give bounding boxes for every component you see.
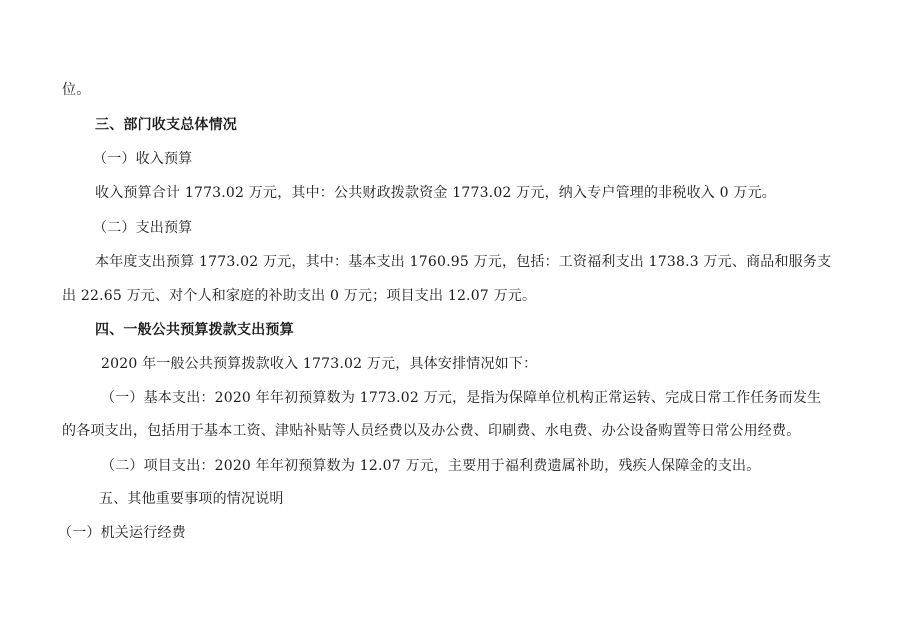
paragraph-expenditure-budget-line-2: 出 22.65 万元、对个人和家庭的补助支出 0 万元；项目支出 12.07 万元。 bbox=[62, 288, 537, 304]
paragraph-basic-expenditure-line-1: （一）基本支出：2020 年年初预算数为 1773.02 万元，是指为保障单位机构正常运转、完成日常工作任务而发生 bbox=[101, 390, 822, 406]
paragraph-general-budget-intro: 2020 年一般公共预算拨款收入 1773.02 万元，具体安排情况如下： bbox=[101, 356, 538, 372]
section-heading-3: 三、部门收支总体情况 bbox=[95, 117, 237, 133]
paragraph-expenditure-budget-line-1: 本年度支出预算 1773.02 万元，其中：基本支出 1760.95 万元，包括：工资福利支出 1738.3 万元、商品和服务支 bbox=[95, 254, 832, 270]
paragraph-basic-expenditure-line-2: 的各项支出，包括用于基本工资、津贴补贴等人员经费以及办公费、印刷费、水电费、办公设备购置等日常公用经费。 bbox=[62, 423, 801, 439]
subheading-agency-operating-costs: （一）机关运行经费 bbox=[58, 525, 186, 541]
paragraph-income-budget: 收入预算合计 1773.02 万元，其中：公共财政拨款资金 1773.02 万元，纳入专户管理的非税收入 0 万元。 bbox=[95, 185, 776, 201]
subheading-income-budget: （一）收入预算 bbox=[93, 151, 193, 167]
subheading-expenditure-budget: （二）支出预算 bbox=[93, 220, 193, 236]
paragraph-project-expenditure: （二）项目支出：2020 年年初预算数为 12.07 万元，主要用于福利费遗属补助，残疾人保障金的支出。 bbox=[101, 458, 761, 474]
section-heading-4: 四、一般公共预算拨款支出预算 bbox=[95, 322, 294, 338]
paragraph-continuation: 位。 bbox=[62, 82, 91, 98]
section-heading-5: 五、其他重要事项的情况说明 bbox=[99, 491, 284, 507]
